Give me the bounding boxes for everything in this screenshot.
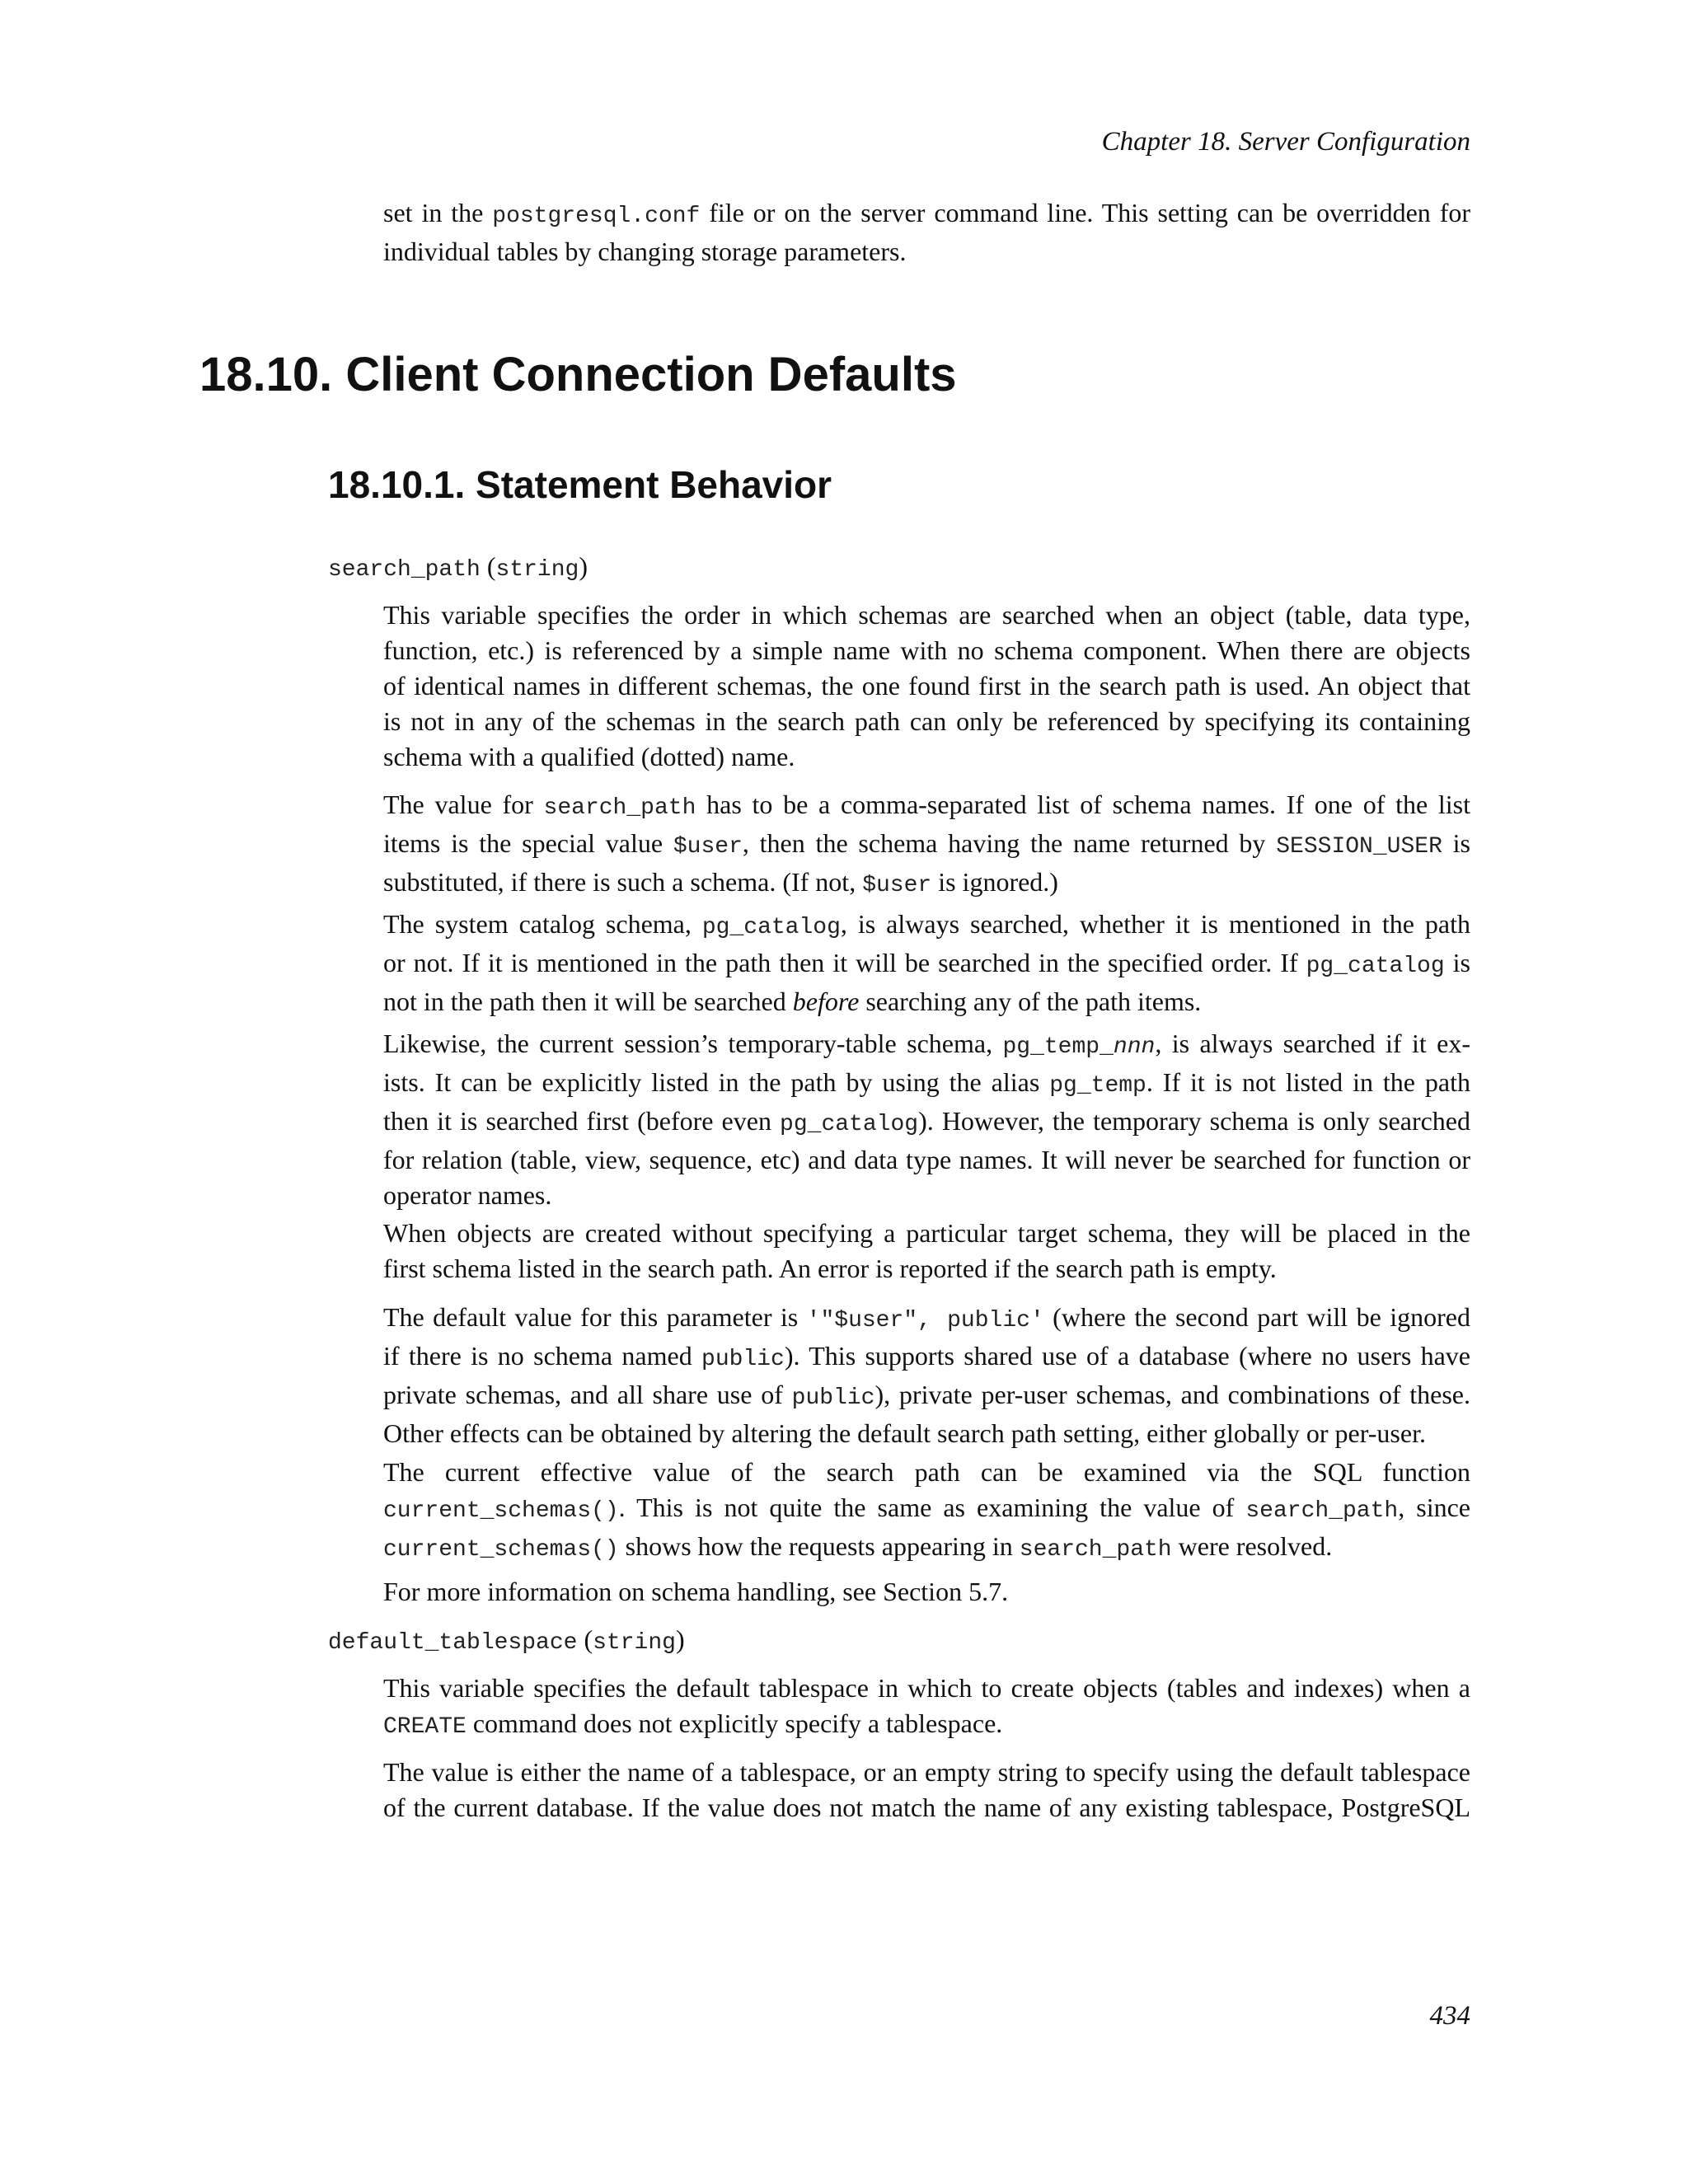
text-line: For more information on schema handling, see Section 5.7. [383, 1577, 1009, 1606]
inline-code: search_path [1019, 1537, 1172, 1563]
text-line: The current effective value of the search path can be examined via the SQL function [383, 1457, 1470, 1487]
text-line: or not. If it is mentioned in the path then it will be searched in the specified order. If pg_catalog is [383, 948, 1471, 979]
text-line: then it is searched first (before even pg_catalog). However, the temporary schema is only searched [383, 1106, 1471, 1137]
text-line: substituted, if there is such a schema. (If not, $user is ignored.) [383, 867, 1058, 898]
search-path-paragraph-5 [383, 1216, 1470, 1286]
text-line: not in the path then it will be searched before searching any of the path items. [383, 987, 1202, 1016]
text-line: The value is either the name of a tablespace, or an empty string to specify using the default tablespace [383, 1757, 1470, 1787]
default-tablespace-paragraph-1 [383, 1671, 1470, 1745]
search-path-paragraph-6 [383, 1300, 1470, 1451]
text-line: first schema listed in the search path. An error is reported if the search path is empty. [383, 1254, 1277, 1283]
default-tablespace-term: default_tablespace (string) [328, 1624, 685, 1656]
inline-code-placeholder: nnn [1113, 1034, 1156, 1060]
text-line: set in the postgresql.conf file or on the server command line. This setting can be overridden for [383, 198, 1471, 229]
parameter-type: string [593, 1630, 676, 1656]
inline-code: pg_catalog [1306, 954, 1445, 979]
text-line: The default value for this parameter is '"$user", public' (where the second part will be ignored [383, 1302, 1470, 1333]
text-line: This variable specifies the order in which schemas are searched when an object (table, data type, [383, 600, 1470, 630]
running-header: Chapter 18. Server Configuration [1101, 127, 1470, 157]
text-line: The value for search_path has to be a comma-separated list of schema names. If one of the list [383, 790, 1471, 821]
section-heading: 18.10. Client Connection Defaults [199, 348, 957, 401]
inline-code: $user [862, 873, 932, 898]
inline-code: postgresql.conf [492, 204, 701, 229]
text-line: Likewise, the current session’s temporary-table schema, pg_temp_nnn, is always searched if it ex- [383, 1029, 1471, 1060]
parameter-type: string [495, 557, 579, 583]
inline-code: search_path [543, 795, 696, 821]
inline-code: public [701, 1347, 785, 1372]
text-line: private schemas, and all share use of public), private per-user schemas, and combinations of these. [383, 1380, 1471, 1411]
text-line: operator names. [383, 1180, 552, 1210]
parameter-name: default_tablespace [328, 1630, 578, 1656]
inline-code: CREATE [383, 1714, 467, 1740]
text-line: of the current database. If the value does not match the name of any existing tablespace, PostgreSQL [383, 1793, 1470, 1822]
text-line: This variable specifies the default tablespace in which to create objects (tables and indexes) when a [383, 1673, 1470, 1703]
search-path-paragraph-2 [383, 787, 1470, 903]
inline-code: pg_catalog [701, 915, 841, 940]
page-number: 434 [1429, 2001, 1470, 2031]
inline-code: pg_temp_ [1002, 1034, 1114, 1060]
text-line: Other effects can be obtained by altering the default search path setting, either globally or per-user. [383, 1418, 1426, 1448]
emphasis: before [792, 987, 860, 1016]
text-line: if there is no schema named public). This supports shared use of a database (where no users have [383, 1341, 1471, 1372]
subsection-heading: 18.10.1. Statement Behavior [328, 463, 832, 506]
inline-code: $user [673, 834, 743, 860]
search-path-paragraph-8 [383, 1574, 1470, 1610]
search-path-paragraph-7 [383, 1455, 1470, 1568]
inline-code: public [791, 1385, 875, 1411]
text-line: current_schemas(). This is not quite the same as examining the value of search_path, since [383, 1493, 1471, 1524]
inline-code: search_path [1245, 1498, 1399, 1524]
text-line: The system catalog schema, pg_catalog, is always searched, whether it is mentioned in the path [383, 909, 1471, 940]
inline-code: '"$user", public' [806, 1308, 1044, 1333]
inline-code: current_schemas() [383, 1498, 619, 1524]
text-line: CREATE command does not explicitly specify a tablespace. [383, 1708, 1003, 1740]
default-tablespace-paragraph-2 [383, 1755, 1470, 1825]
parameter-name: search_path [328, 557, 481, 583]
text-line: for relation (table, view, sequence, etc) and data type names. It will never be searched for function or [383, 1145, 1470, 1174]
text-line: is not in any of the schemas in the search path can only be referenced by specifying its containing [383, 706, 1470, 736]
inline-code: SESSION_USER [1276, 834, 1442, 860]
text-line: When objects are created without specifying a particular target schema, they will be placed in the [383, 1218, 1470, 1248]
text-line: ists. It can be explicitly listed in the path by using the alias pg_temp. If it is not listed in the path [383, 1067, 1471, 1099]
search-path-term: search_path (string) [328, 551, 588, 583]
text-line: of identical names in different schemas, the one found first in the search path is used. An object that [383, 671, 1470, 701]
search-path-paragraph-3 [383, 907, 1470, 1019]
search-path-paragraph-1 [383, 598, 1470, 775]
text-line: function, etc.) is referenced by a simple name with no schema component. When there are objects [383, 635, 1470, 665]
text-line: individual tables by changing storage parameters. [383, 237, 907, 266]
text-line: schema with a qualified (dotted) name. [383, 742, 795, 771]
text-line: items is the special value $user, then the schema having the name returned by SESSION_USER is [383, 828, 1471, 860]
intro-paragraph [383, 195, 1470, 269]
inline-code: pg_catalog [780, 1112, 919, 1137]
inline-code: current_schemas() [383, 1537, 619, 1563]
search-path-paragraph-4 [383, 1026, 1470, 1213]
text-line: current_schemas() shows how the requests appearing in search_path were resolved. [383, 1531, 1333, 1563]
inline-code: pg_temp [1049, 1073, 1146, 1099]
